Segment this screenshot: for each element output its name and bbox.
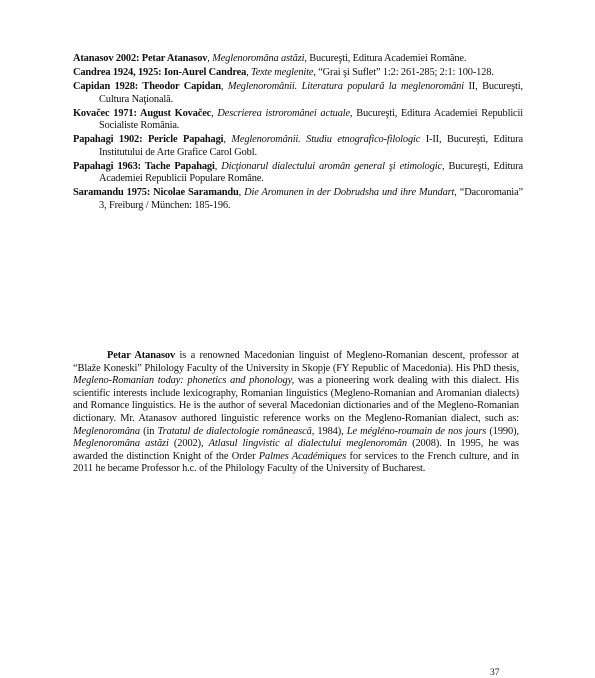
reference-key: Capidan 1928: Theodor Capidan xyxy=(73,81,221,92)
reference-entry: Capidan 1928: Theodor Capidan, Meglenoromânii. Literatura populară la meglenoromâni II, Bucureşti, Cultura Naţională. xyxy=(73,81,523,105)
reference-details: , Bucureşti, Editura Academiei Republicii Socialiste România. xyxy=(99,107,523,131)
reference-title: Meglenoromânii. Studiu etnografico-filologic xyxy=(231,134,421,145)
reference-title: Texte meglenite xyxy=(251,67,314,78)
reference-details: , Bucureşti, Editura Academiei Române. xyxy=(304,53,467,64)
reference-entry: Atanasov 2002: Petar Atanasov, Meglenoromâna astăzi, Bucureşti, Editura Academiei Române. xyxy=(73,53,467,64)
reference-key: Candrea 1924, 1925: Ion-Aurel Candrea xyxy=(73,67,247,78)
reference-details: , “Dacoromania” 3, Freiburg / München: 185-196. xyxy=(99,187,523,211)
author-biography: Petar Atanasov is a renowned Macedonian linguist of Megleno-Romanian descent, professor at “Blaže Koneski” Philology Faculty of the University in Skopje (FY Republic of Macedonia). His PhD thesis, Megleno-Romanian today: phonetics and phonology, was a pioneering work dealing with this dialect. His scientific interests include lexicography, Romanian linguistics (Megleno-Romanian and Aromanian dialects) and Romance linguistics. He is the author of several Macedonian dictionaries and of the Megleno-Romanian dictionary. Mr. Atanasov authored linguistic reference works on the Megleno-Romanian dialect, such as: Meglenoromâna (in Tratatul de dialectologie românească, 1984), Le mégléno-roumain de nos jours (1990), Meglenoromâna astăzi (2002), Atlasul lingvistic al dialectului meglenoromân (2008). In 1995, he was awarded the distinction Knight of the Order Palmes Académiques for services to the French culture, and in 2011 he became Professor h.c. of the Philology Faculty of the University of Bucharest. xyxy=(73,350,519,475)
thesis-title: Megleno-Romanian today: phonetics and phonology, xyxy=(73,375,295,387)
work-title: Meglenoromâna astăzi xyxy=(73,438,169,450)
reference-title: Descrierea istroromânei actuale xyxy=(217,107,350,119)
reference-title: Die Aromunen in der Dobrudsha und ihre Mundart xyxy=(244,187,455,198)
reference-entry: Papahagi 1902: Pericle Papahagi, Meglenoromânii. Studiu etnografico-filologic I-II, Bucureşti, Editura Institutului de Arte Grafice Carol Gobl. xyxy=(73,134,523,158)
work-title: Meglenoromâna xyxy=(73,425,140,437)
reference-key: Kovačec 1971: August Kovačec xyxy=(73,107,212,119)
work-title: Atlasul lingvistic al dialectului meglenoromân xyxy=(208,438,407,450)
reference-details: , Bucureşti, Editura Academiei Republicii Populare Române. xyxy=(99,160,523,184)
page-number: 37 xyxy=(490,668,500,678)
reference-key: Papahagi 1963: Tache Papahagi xyxy=(73,160,215,172)
reference-details: II, Bucureşti, Cultura Naţională. xyxy=(99,81,523,105)
work-title: Tratatul de dialectologie românească xyxy=(157,425,312,437)
work-title: Le mégléno-roumain de nos jours xyxy=(346,425,487,437)
reference-entry: Saramandu 1975: Nicolae Saramandu, Die Aromunen in der Dobrudsha und ihre Mundart, “Dacoromania” 3, Freiburg / München: 185-196. xyxy=(73,187,523,211)
reference-key: Atanasov 2002: Petar Atanasov xyxy=(73,53,208,64)
reference-details: , “Grai şi Suflet” 1:2: 261-285; 2:1: 100-128. xyxy=(313,67,494,78)
reference-details: I-II, Bucureşti, Editura Institutului de Arte Grafice Carol Gobl. xyxy=(99,134,523,158)
award-name: Palmes Académiques xyxy=(258,450,347,462)
reference-key: Papahagi 1902: Pericle Papahagi xyxy=(73,134,224,145)
reference-key: Saramandu 1975: Nicolae Saramandu xyxy=(73,187,239,198)
bibliography xyxy=(73,53,523,214)
reference-title: Meglenoromâna astăzi xyxy=(212,53,305,64)
author-name: Petar Atanasov xyxy=(107,350,176,361)
reference-entry: Kovačec 1971: August Kovačec, Descrierea istroromânei actuale, Bucureşti, Editura Academiei Republicii Socialiste România. xyxy=(73,107,523,131)
reference-title: Dicţionarul dialectului aromân general şi etimologic xyxy=(221,160,442,172)
reference-title: Meglenoromânii. Literatura populară la meglenoromâni xyxy=(227,81,464,92)
reference-entry: Candrea 1924, 1925: Ion-Aurel Candrea, Texte meglenite, “Grai şi Suflet” 1:2: 261-285; 2:1: 100-128. xyxy=(73,67,494,78)
reference-entry: Papahagi 1963: Tache Papahagi, Dicţionarul dialectului aromân general şi etimologic, Bucureşti, Editura Academiei Republicii Populare Române. xyxy=(73,160,523,184)
